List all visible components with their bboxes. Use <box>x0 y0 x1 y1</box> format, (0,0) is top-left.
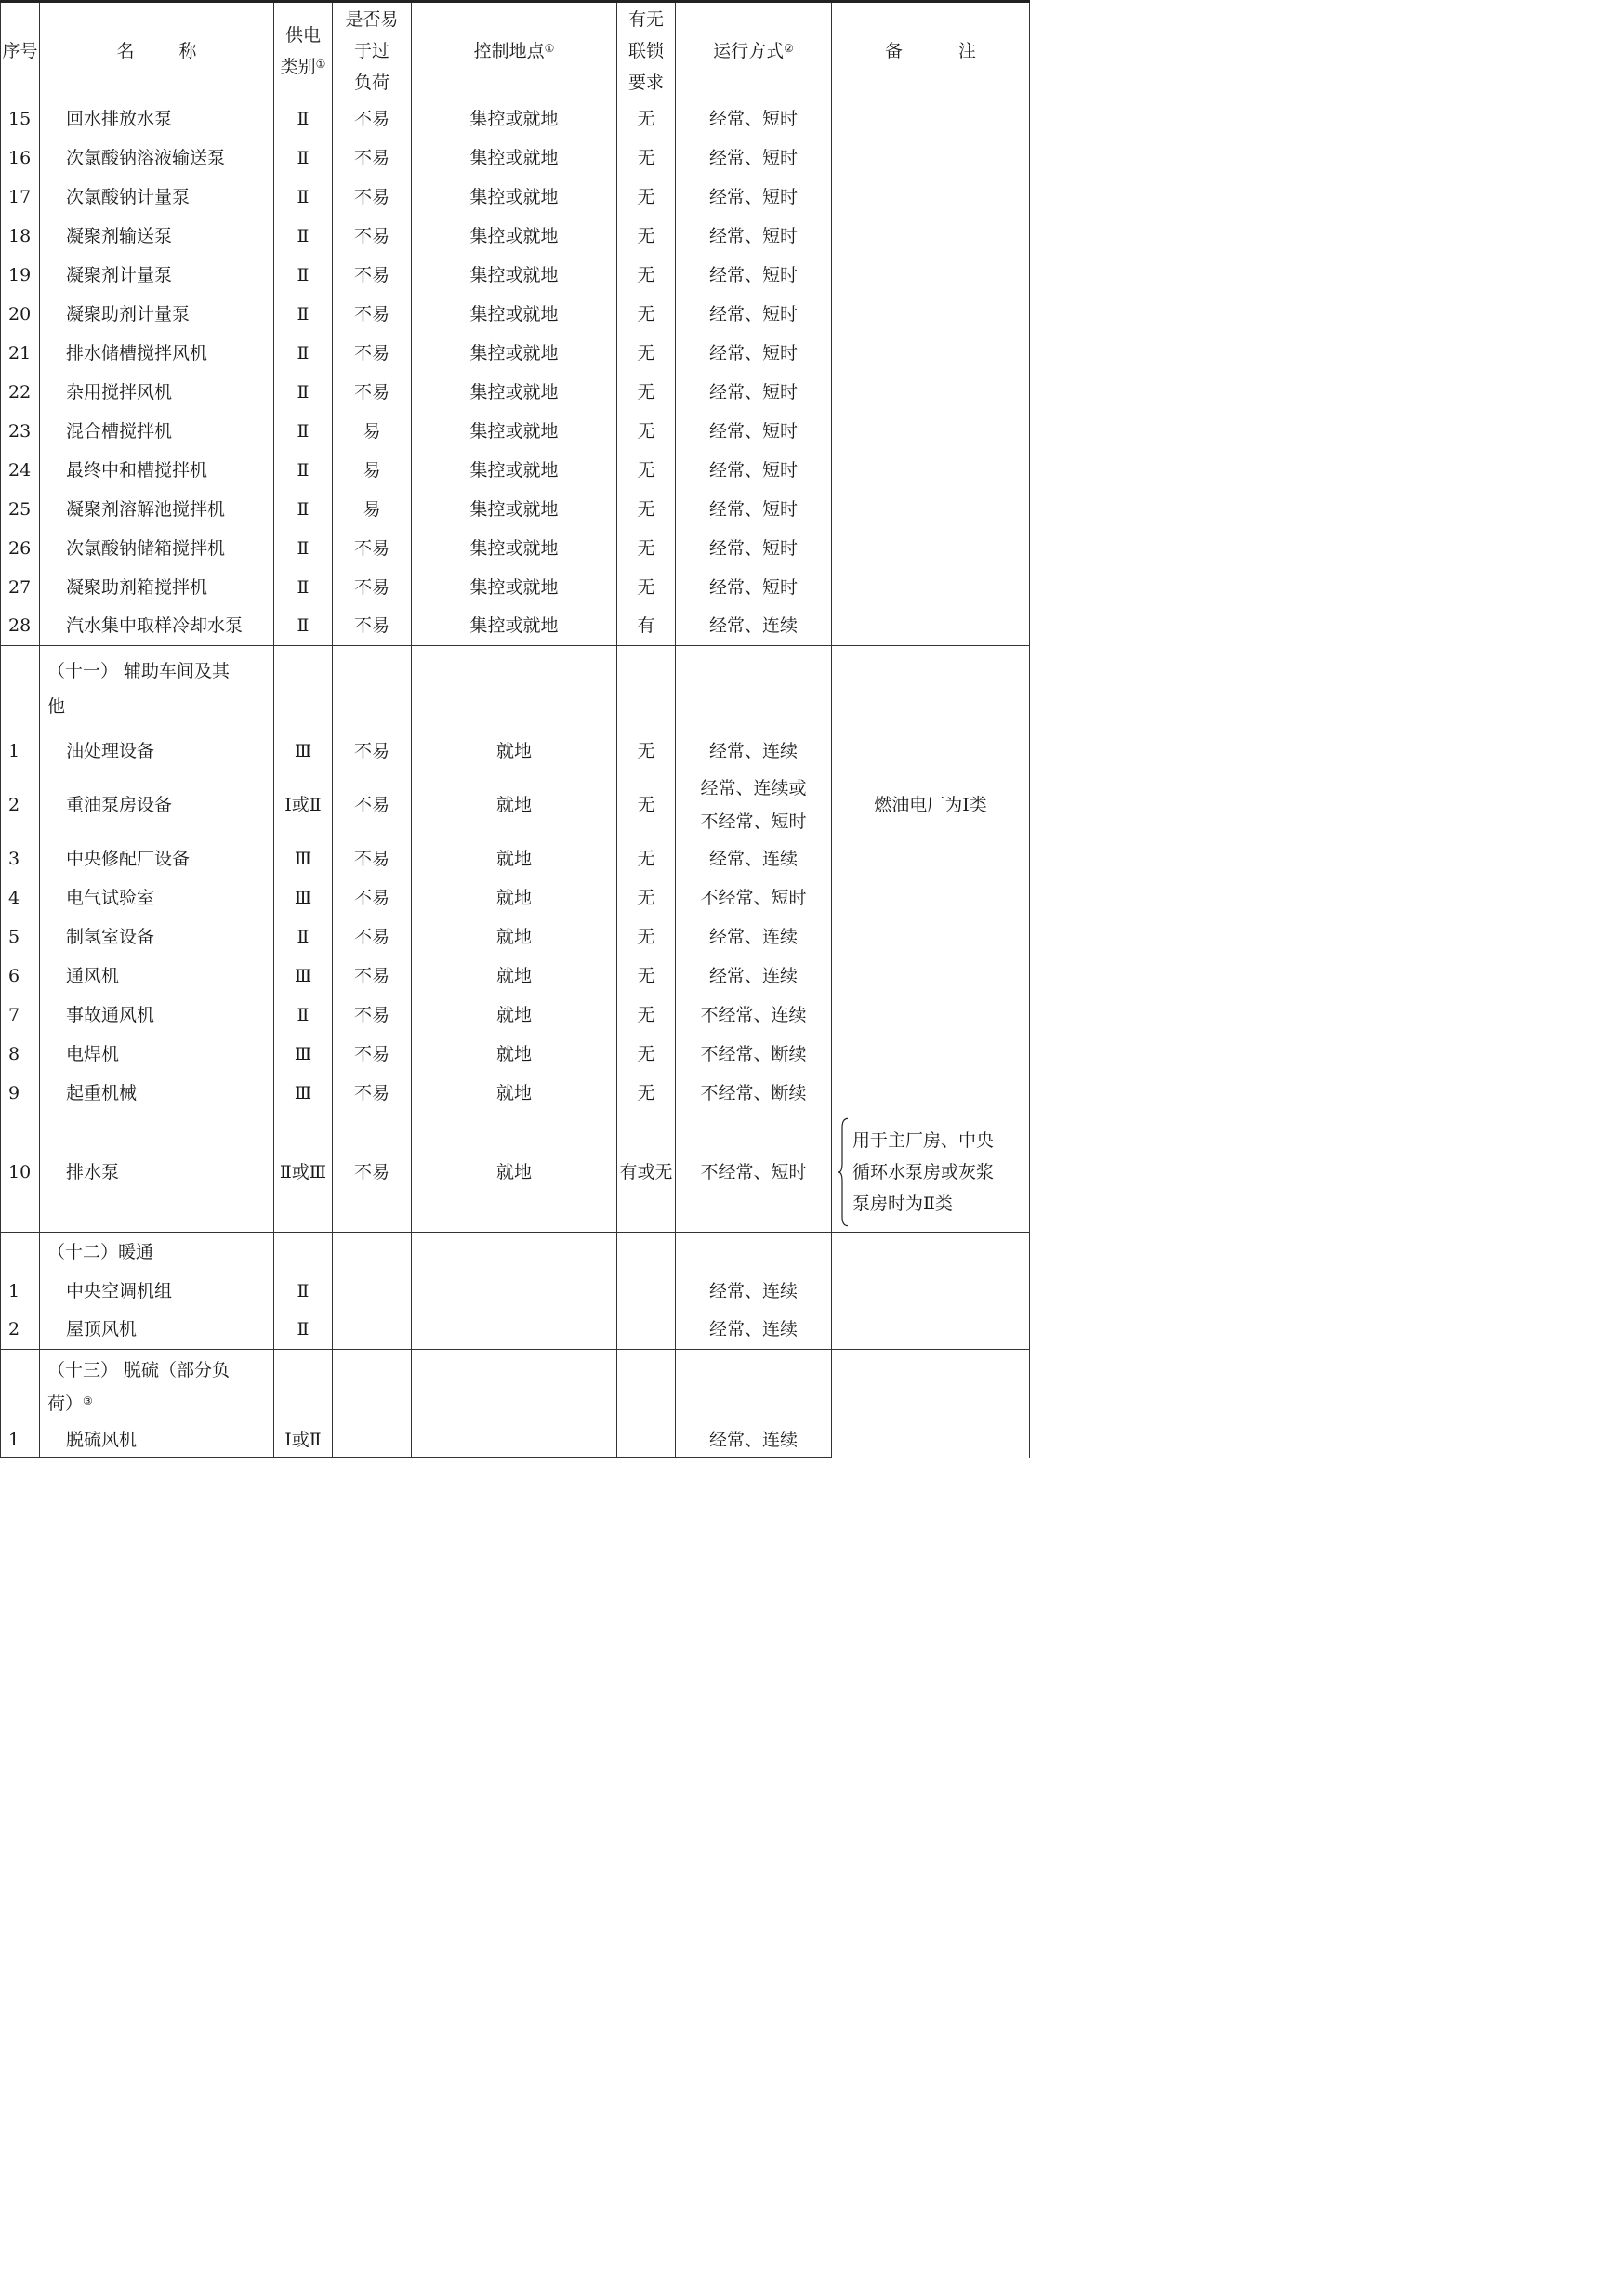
equipment-name: 次氯酸钠储箱搅拌机 <box>40 529 274 568</box>
footnote-marker: ① <box>544 41 555 55</box>
row-number: 24 <box>1 451 40 490</box>
control-location: 集控或就地 <box>412 373 617 412</box>
load-classification-table <box>0 0 1030 1458</box>
col-header-no: 序号 <box>1 2 40 99</box>
operation-mode: 经常、短时 <box>676 373 832 412</box>
control-location: 集控或就地 <box>412 217 617 256</box>
section-heading-row <box>1 1350 1030 1424</box>
remark-cell <box>832 99 1030 646</box>
supply-class: Ⅱ <box>274 529 333 568</box>
overload-flag: 易 <box>333 451 412 490</box>
interlock-flag: 无 <box>617 334 676 373</box>
control-location: 集控或就地 <box>412 99 617 139</box>
control-location: 集控或就地 <box>412 412 617 451</box>
remark-text: 燃油电厂为Ⅰ类 <box>874 795 987 815</box>
table-row: 8 电焊机 Ⅲ 不易 就地 无 不经常、断续 <box>1 1035 1030 1074</box>
row-number: 28 <box>1 607 40 646</box>
overload-flag: 易 <box>333 412 412 451</box>
row-number: 27 <box>1 568 40 607</box>
table-row: 9 起重机械 Ⅲ 不易 就地 无 不经常、断续 <box>1 1074 1030 1113</box>
section-heading-row <box>1 646 1030 732</box>
row-number: 26 <box>1 529 40 568</box>
control-location: 集控或就地 <box>412 490 617 529</box>
supply-class: Ⅱ <box>274 451 333 490</box>
footnote-marker: ② <box>784 41 794 55</box>
operation-mode: 经常、短时 <box>676 490 832 529</box>
supply-class: Ⅱ <box>274 373 333 412</box>
supply-class: Ⅱ <box>274 178 333 217</box>
supply-class: Ⅱ <box>274 99 333 139</box>
control-location: 集控或就地 <box>412 607 617 646</box>
row-number: 23 <box>1 412 40 451</box>
interlock-flag: 无 <box>617 178 676 217</box>
col-header-name: 名 称 <box>40 2 274 99</box>
interlock-flag: 无 <box>617 256 676 295</box>
operation-mode: 经常、短时 <box>676 451 832 490</box>
equipment-name: 次氯酸钠计量泵 <box>40 178 274 217</box>
supply-class: Ⅱ <box>274 139 333 178</box>
overload-flag: 不易 <box>333 568 412 607</box>
operation-mode: 经常、短时 <box>676 334 832 373</box>
overload-flag: 不易 <box>333 178 412 217</box>
table-body-section-13 <box>1 1350 1030 1458</box>
interlock-flag: 无 <box>617 529 676 568</box>
overload-flag: 不易 <box>333 334 412 373</box>
equipment-name: 凝聚剂输送泵 <box>40 217 274 256</box>
interlock-flag: 无 <box>617 139 676 178</box>
table-row: 10 排水泵 Ⅱ或Ⅲ 不易 就地 有或无 不经常、短时 <box>1 1113 1030 1232</box>
table-row: 1 油处理设备 Ⅲ 不易 就地 无 经常、连续 <box>1 732 1030 771</box>
interlock-flag: 无 <box>617 295 676 334</box>
row-number: 16 <box>1 139 40 178</box>
operation-mode: 经常、短时 <box>676 99 832 139</box>
interlock-flag: 无 <box>617 217 676 256</box>
remark-bracketed-note: 用于主厂房、中央 循环水泵房或灰浆 泵房时为Ⅱ类 <box>832 1113 1029 1232</box>
equipment-name: 凝聚剂溶解池搅拌机 <box>40 490 274 529</box>
table-row: 2 屋顶风机 Ⅱ 经常、连续 <box>1 1311 1030 1350</box>
interlock-flag: 无 <box>617 451 676 490</box>
row-number: 15 <box>1 99 40 139</box>
table-row: 5 制氢室设备 Ⅱ 不易 就地 无 经常、连续 <box>1 917 1030 957</box>
col-header-supply-class: 供电 类别① <box>274 2 333 99</box>
operation-mode: 经常、短时 <box>676 529 832 568</box>
table-body-water-treatment <box>1 99 1030 646</box>
section-title: （十一） 辅助车间及其 他 <box>40 646 274 732</box>
interlock-flag: 无 <box>617 99 676 139</box>
operation-mode: 经常、短时 <box>676 217 832 256</box>
operation-mode: 经常、短时 <box>676 568 832 607</box>
col-header-interlock: 有无 联锁 要求 <box>617 2 676 99</box>
table-row <box>1 99 1030 139</box>
equipment-name: 次氯酸钠溶液输送泵 <box>40 139 274 178</box>
supply-class: Ⅱ <box>274 568 333 607</box>
control-location: 集控或就地 <box>412 334 617 373</box>
table-page <box>0 0 1031 1458</box>
equipment-name: 排水储槽搅拌风机 <box>40 334 274 373</box>
control-location: 集控或就地 <box>412 529 617 568</box>
row-number: 19 <box>1 256 40 295</box>
overload-flag: 不易 <box>333 529 412 568</box>
equipment-name: 凝聚助剂计量泵 <box>40 295 274 334</box>
equipment-name: 凝聚剂计量泵 <box>40 256 274 295</box>
table-row: 4 电气试验室 Ⅲ 不易 就地 无 不经常、短时 <box>1 878 1030 917</box>
row-number: 17 <box>1 178 40 217</box>
row-number: 20 <box>1 295 40 334</box>
overload-flag: 不易 <box>333 139 412 178</box>
supply-class: Ⅱ <box>274 490 333 529</box>
row-number: 21 <box>1 334 40 373</box>
col-header-operation-mode: 运行方式② <box>676 2 832 99</box>
equipment-name: 杂用搅拌风机 <box>40 373 274 412</box>
operation-mode: 经常、短时 <box>676 412 832 451</box>
control-location: 集控或就地 <box>412 568 617 607</box>
supply-class: Ⅱ <box>274 256 333 295</box>
table-body-section-12 <box>1 1233 1030 1350</box>
overload-flag: 不易 <box>333 373 412 412</box>
operation-mode: 经常、短时 <box>676 139 832 178</box>
supply-class: Ⅱ <box>274 217 333 256</box>
overload-flag: 易 <box>333 490 412 529</box>
overload-flag: 不易 <box>333 217 412 256</box>
control-location: 集控或就地 <box>412 256 617 295</box>
supply-class: Ⅱ <box>274 295 333 334</box>
col-header-remark: 备 注 <box>832 2 1030 99</box>
table-row: 3 中央修配厂设备 Ⅲ 不易 就地 无 经常、连续 <box>1 839 1030 878</box>
operation-mode: 经常、连续 <box>676 607 832 646</box>
footnote-marker: ③ <box>83 1393 93 1407</box>
overload-flag: 不易 <box>333 256 412 295</box>
table-row: 2 重油泵房设备 Ⅰ或Ⅱ 不易 就地 无 经常、连续或 不经常、短时 <box>1 771 1030 839</box>
section-title: （十二）暖通 <box>40 1233 274 1272</box>
interlock-flag: 无 <box>617 490 676 529</box>
interlock-flag: 有 <box>617 607 676 646</box>
row-number: 25 <box>1 490 40 529</box>
supply-class: Ⅱ <box>274 412 333 451</box>
col-header-overload: 是否易 于过 负荷 <box>333 2 412 99</box>
interlock-flag: 无 <box>617 373 676 412</box>
table-row: 6 通风机 Ⅲ 不易 就地 无 经常、连续 <box>1 957 1030 996</box>
control-location: 集控或就地 <box>412 139 617 178</box>
col-header-control-location: 控制地点① <box>412 2 617 99</box>
interlock-flag: 无 <box>617 568 676 607</box>
section-heading-row <box>1 1233 1030 1272</box>
control-location: 集控或就地 <box>412 451 617 490</box>
equipment-name: 最终中和槽搅拌机 <box>40 451 274 490</box>
operation-mode: 经常、短时 <box>676 256 832 295</box>
supply-class: Ⅱ <box>274 607 333 646</box>
row-number: 18 <box>1 217 40 256</box>
overload-flag: 不易 <box>333 99 412 139</box>
table-row: 1 中央空调机组 Ⅱ 经常、连续 <box>1 1272 1030 1311</box>
interlock-flag: 无 <box>617 412 676 451</box>
equipment-name: 回水排放水泵 <box>40 99 274 139</box>
table-header <box>1 2 1030 99</box>
table-body-section-11 <box>1 646 1030 1233</box>
overload-flag: 不易 <box>333 295 412 334</box>
remark-column-cell <box>832 646 1030 1233</box>
table-row: 1 脱硫风机 Ⅰ或Ⅱ 经常、连续 <box>1 1424 1030 1458</box>
section-title: （十三） 脱硫（部分负 荷）③ <box>40 1350 274 1424</box>
row-number: 22 <box>1 373 40 412</box>
supply-class: Ⅱ <box>274 334 333 373</box>
overload-flag: 不易 <box>333 607 412 646</box>
equipment-name: 汽水集中取样冷却水泵 <box>40 607 274 646</box>
equipment-name: 混合槽搅拌机 <box>40 412 274 451</box>
control-location: 集控或就地 <box>412 178 617 217</box>
equipment-name: 凝聚助剂箱搅拌机 <box>40 568 274 607</box>
operation-mode: 经常、短时 <box>676 178 832 217</box>
operation-mode: 经常、短时 <box>676 295 832 334</box>
brace-icon <box>838 1116 849 1228</box>
footnote-marker: ① <box>315 57 326 71</box>
table-row: 7 事故通风机 Ⅱ 不易 就地 无 不经常、连续 <box>1 996 1030 1035</box>
control-location: 集控或就地 <box>412 295 617 334</box>
